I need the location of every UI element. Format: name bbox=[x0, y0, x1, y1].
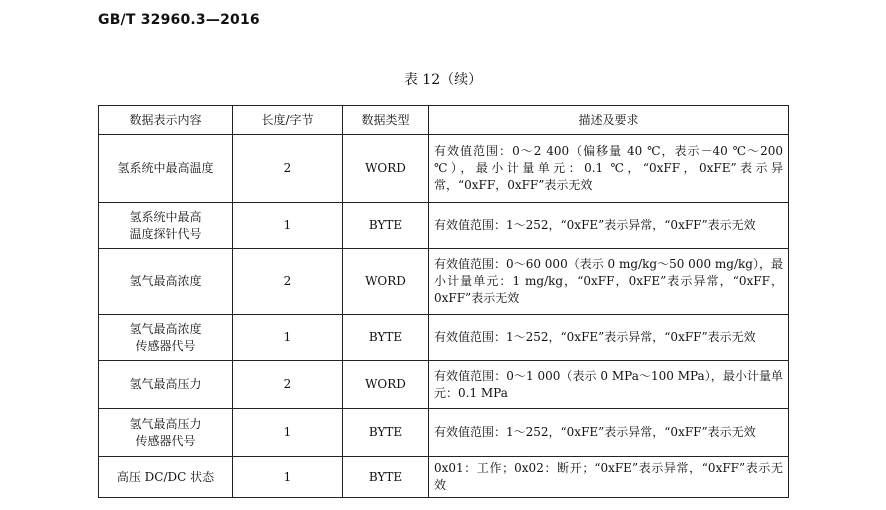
cell-content-line: 传感器代号 bbox=[135, 433, 196, 448]
cell-type: WORD bbox=[343, 361, 429, 409]
cell-content: 氢气最高压力 bbox=[99, 361, 233, 409]
table-header-row bbox=[99, 106, 789, 135]
table-row bbox=[99, 315, 789, 361]
cell-content: 氢系统中最高温度 bbox=[99, 135, 233, 203]
cell-length: 1 bbox=[233, 457, 343, 498]
cell-description: 有效值范围：1～252，“0xFE”表示异常，“0xFF”表示无效 bbox=[429, 203, 789, 249]
standard-code: GB/T 32960.3—2016 bbox=[98, 12, 260, 28]
cell-type: WORD bbox=[343, 135, 429, 203]
cell-description: 有效值范围：0～2 400（偏移量 40 ℃，表示－40 ℃～200 ℃），最小计量单元：0.1 ℃，“0xFF，0xFE”表示异常，“0xFF，0xFF”表示无效 bbox=[429, 135, 789, 203]
cell-content bbox=[99, 315, 233, 361]
cell-content-line: 传感器代号 bbox=[135, 338, 196, 353]
cell-type: BYTE bbox=[343, 315, 429, 361]
cell-content-line: 氢气最高压力 bbox=[129, 416, 202, 431]
table-row bbox=[99, 361, 789, 409]
cell-content: 高压 DC/DC 状态 bbox=[99, 457, 233, 498]
cell-length: 2 bbox=[233, 249, 343, 315]
cell-description: 0x01：工作；0x02：断开；“0xFE”表示异常，“0xFF”表示无效 bbox=[429, 457, 789, 498]
cell-length: 1 bbox=[233, 203, 343, 249]
table-row bbox=[99, 457, 789, 498]
column-header-description: 描述及要求 bbox=[429, 106, 789, 135]
column-header-content: 数据表示内容 bbox=[99, 106, 233, 135]
cell-content-line: 温度探针代号 bbox=[129, 226, 202, 241]
table-row bbox=[99, 203, 789, 249]
spec-table bbox=[98, 105, 789, 498]
cell-content-line: 氢气最高浓度 bbox=[129, 321, 202, 336]
cell-description: 有效值范围：1～252，“0xFE”表示异常，“0xFF”表示无效 bbox=[429, 409, 789, 457]
cell-description: 有效值范围：0～1 000（表示 0 MPa～100 MPa），最小计量单元：0.1 MPa bbox=[429, 361, 789, 409]
cell-type: BYTE bbox=[343, 457, 429, 498]
table-row bbox=[99, 249, 789, 315]
cell-description: 有效值范围：1～252，“0xFE”表示异常，“0xFF”表示无效 bbox=[429, 315, 789, 361]
cell-length: 1 bbox=[233, 409, 343, 457]
table-row bbox=[99, 409, 789, 457]
cell-content: 氢气最高浓度 bbox=[99, 249, 233, 315]
cell-description: 有效值范围：0～60 000（表示 0 mg/kg～50 000 mg/kg），最小计量单元：1 mg/kg，“0xFF，0xFE”表示异常，“0xFF，0xFF”表示无效 bbox=[429, 249, 789, 315]
cell-length: 2 bbox=[233, 135, 343, 203]
cell-type: WORD bbox=[343, 249, 429, 315]
cell-length: 2 bbox=[233, 361, 343, 409]
cell-length: 1 bbox=[233, 315, 343, 361]
table-row bbox=[99, 135, 789, 203]
column-header-type: 数据类型 bbox=[343, 106, 429, 135]
cell-content-line: 氢系统中最高 bbox=[129, 209, 202, 224]
table-caption: 表 12（续） bbox=[403, 72, 483, 88]
cell-type: BYTE bbox=[343, 203, 429, 249]
cell-content bbox=[99, 203, 233, 249]
cell-type: BYTE bbox=[343, 409, 429, 457]
cell-content bbox=[99, 409, 233, 457]
column-header-length: 长度/字节 bbox=[233, 106, 343, 135]
